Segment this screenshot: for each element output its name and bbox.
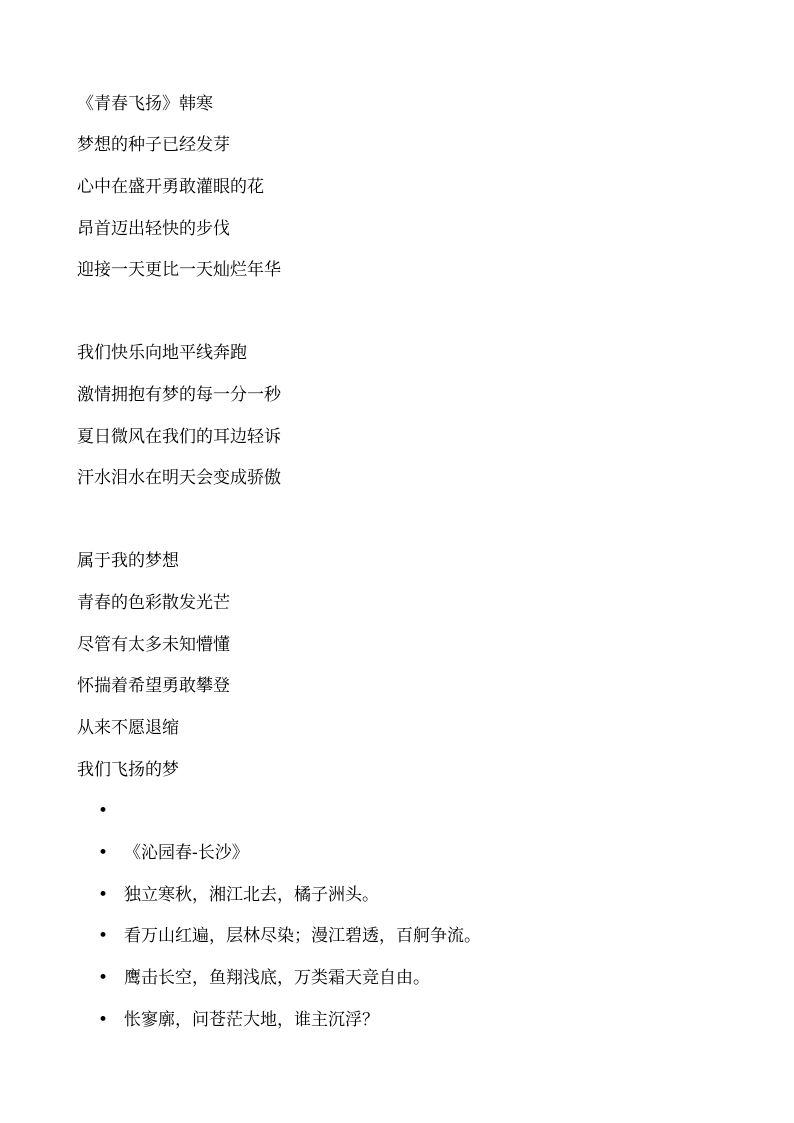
list-item-text: 鹰击长空，鱼翔浅底，万类霜天竞自由。: [124, 968, 430, 988]
stanza2-line-2: 激情拥抱有梦的每一分一秒: [77, 385, 281, 405]
stanza3-line-1: 属于我的梦想: [77, 551, 179, 571]
bullet-icon: •: [98, 1010, 109, 1030]
stanza3-line-6: 我们飞扬的梦: [77, 760, 179, 780]
list-item-text: 《沁园春-长沙》: [124, 843, 249, 863]
list-item-text: 看万山红遍，层林尽染；漫江碧透，百舸争流。: [124, 926, 481, 946]
list-item: [98, 884, 379, 906]
stanza2-line-4: 汗水泪水在明天会变成骄傲: [77, 468, 281, 488]
stanza3-line-4: 怀揣着希望勇敢攀登: [77, 676, 230, 696]
stanza1-line-4: 迎接一天更比一天灿烂年华: [77, 260, 281, 280]
stanza3-line-2: 青春的色彩散发光芒: [77, 593, 230, 613]
stanza1-line-2: 心中在盛开勇敢灌眼的花: [77, 177, 264, 197]
bullet-icon: •: [98, 801, 109, 821]
stanza1-line-1: 梦想的种子已经发芽: [77, 135, 230, 155]
stanza2-line-3: 夏日微风在我们的耳边轻诉: [77, 427, 281, 447]
list-item: [98, 800, 124, 822]
bullet-icon: •: [98, 968, 109, 988]
bullet-icon: •: [98, 926, 109, 946]
poem-title-line: 《青春飞扬》韩寒: [77, 94, 213, 114]
list-item-text: 怅寥廓，问苍茫大地，谁主沉浮？: [124, 1010, 379, 1030]
stanza1-line-3: 昂首迈出轻快的步伐: [77, 219, 230, 239]
list-item-text: 独立寒秋，湘江北去，橘子洲头。: [124, 885, 379, 905]
bullet-icon: •: [98, 885, 109, 905]
bullet-icon: •: [98, 843, 109, 863]
list-item: [98, 967, 430, 989]
list-item: [98, 1009, 379, 1031]
stanza3-line-3: 尽管有太多未知懵懂: [77, 635, 230, 655]
list-item: [98, 925, 481, 947]
stanza2-line-1: 我们快乐向地平线奔跑: [77, 343, 247, 363]
list-item: [98, 842, 249, 864]
stanza3-line-5: 从来不愿退缩: [77, 718, 179, 738]
